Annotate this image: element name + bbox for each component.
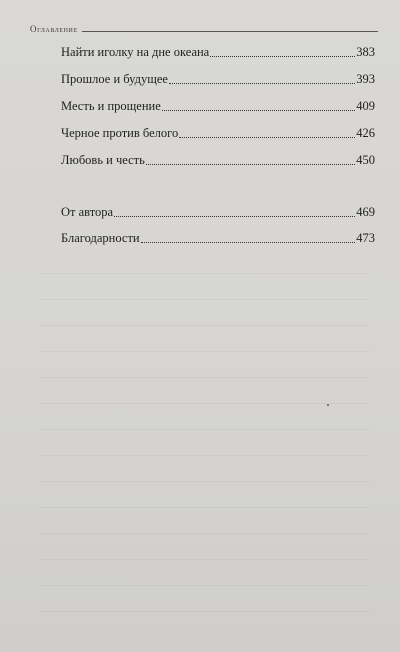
running-head-title: Оглавление: [30, 24, 78, 34]
toc-dot-leader: [141, 242, 356, 243]
toc-entry-page: 426: [356, 126, 375, 140]
toc-dot-leader: [169, 83, 355, 84]
running-head-rule: [82, 31, 378, 32]
toc-entry[interactable]: [61, 124, 375, 142]
toc-entry-page: 383: [356, 45, 375, 59]
toc-entry[interactable]: [61, 70, 375, 88]
running-head: [30, 20, 378, 34]
toc-entry-title: Месть и прощение: [61, 99, 161, 113]
toc-entry-title: Любовь и честь: [61, 153, 145, 167]
toc-entry-page: 393: [356, 72, 375, 86]
toc-entry-title: Черное против белого: [61, 126, 179, 140]
toc-dot-leader: [162, 110, 356, 111]
toc-entry[interactable]: [61, 43, 375, 61]
toc-entry-title: Найти иголку на дне океана: [61, 45, 210, 59]
toc-dot-leader: [210, 56, 355, 57]
toc-entry[interactable]: [61, 97, 375, 115]
toc-entry-page: 409: [356, 99, 375, 113]
paper-speck: [327, 404, 329, 406]
toc-entry[interactable]: [61, 151, 375, 169]
toc-dot-leader: [179, 137, 355, 138]
toc-entry-title: От автора: [61, 205, 114, 219]
toc-entry-page: 469: [356, 205, 375, 219]
toc-entry-page: 473: [356, 231, 375, 245]
toc-entry[interactable]: [61, 203, 375, 221]
show-through-text: [40, 255, 370, 625]
toc-entry-page: 450: [356, 153, 375, 167]
toc-entry-title: Благодарности: [61, 231, 140, 245]
toc-entry-title: Прошлое и будущее: [61, 72, 168, 86]
toc-dot-leader: [114, 216, 355, 217]
toc-dot-leader: [146, 164, 355, 165]
toc-entry[interactable]: [61, 229, 375, 247]
